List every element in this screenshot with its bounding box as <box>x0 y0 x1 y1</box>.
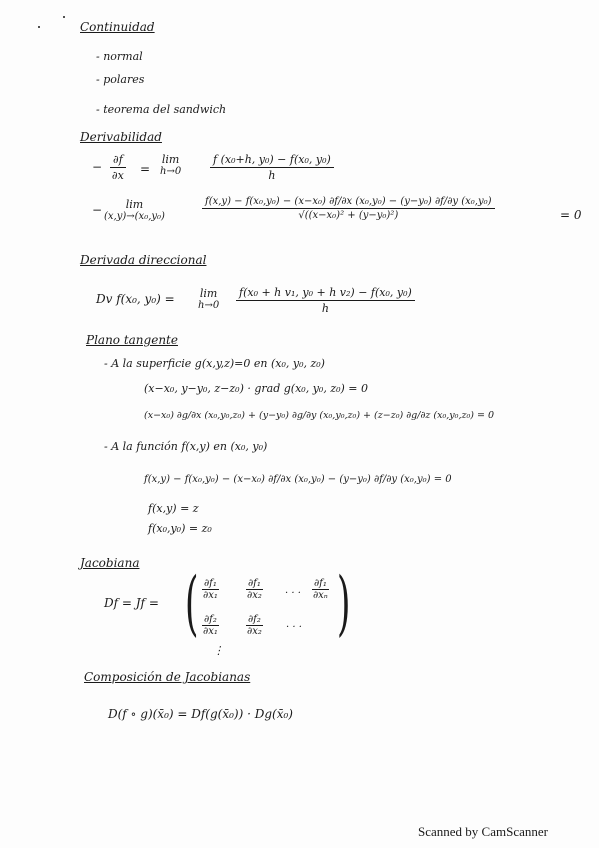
section-title-direccional: Derivada direccional <box>80 253 207 267</box>
function-equals-z: f(x,y) = z <box>148 502 199 515</box>
tangent-plane-function: f(x,y) − f(x₀,y₀) − (x−x₀) ∂f/∂x (x₀,y₀) − (y−y₀) ∂f/∂y (x₀,y₀) = 0 <box>144 474 452 485</box>
list-item: - polares <box>96 73 145 86</box>
matrix-cell: ∂f₁ ∂x₁ <box>203 578 218 601</box>
directional-quotient: $\frac{\text{f(x₀ + h v₁, y₀ + h v₂) − f(x₀, y₀)}}{h}$ <box>236 286 415 315</box>
point-value-z0: f(x₀,y₀) = z₀ <box>148 522 212 535</box>
matrix-cell: ∂f₂ ∂x₂ <box>247 614 262 637</box>
section-title-plano-tangente: Plano tangente <box>86 333 178 347</box>
bullet-dash: − <box>92 203 103 217</box>
section-title-jacobiana: Jacobiana <box>80 556 140 570</box>
limit-operator: lim (x,y)→(x₀,y₀) <box>104 198 165 222</box>
chain-rule-formula: D(f ∘ g)(x̄₀) = Df(g(x̄₀)) · Dg(x̄₀) <box>108 707 293 721</box>
ink-dot <box>63 16 65 18</box>
vertical-ellipsis: ⋮ <box>213 644 224 657</box>
case-surface: - A la superficie g(x,y,z)=0 en (x₀, y₀, z₀) <box>104 357 325 370</box>
matrix-cell: ∂f₂ ∂x₁ <box>203 614 218 637</box>
partial-derivative-lhs: $\frac{\partial f}{\partial x}$ <box>111 153 124 182</box>
tangent-plane-gradient: (x−x₀, y−y₀, z−z₀) · grad g(x₀, y₀, z₀) = 0 <box>144 382 369 395</box>
bullet-dash: − <box>92 160 103 174</box>
directional-lhs: Dv f(x₀, y₀) = <box>96 292 175 306</box>
equals-zero: = 0 <box>560 208 582 222</box>
case-function: - A la función f(x,y) en (x₀, y₀) <box>104 440 268 453</box>
list-item: - normal <box>96 50 143 63</box>
tangent-plane-expanded: (x−x₀) ∂g/∂x (x₀,y₀,z₀) + (y−y₀) ∂g/∂y (x₀,y₀,z₀) + (z−z₀) ∂g/∂z (x₀,y₀,z₀) = 0 <box>144 410 495 421</box>
section-title-derivabilidad: Derivabilidad <box>80 130 162 144</box>
matrix-cell: ∂f₁ ∂xₙ <box>313 578 328 601</box>
matrix-cell: ∂f₁ ∂x₂ <box>247 578 262 601</box>
limit-operator: lim h→0 <box>198 287 220 311</box>
horizontal-ellipsis: · · · <box>286 622 302 633</box>
list-item: - teorema del sandwich <box>96 103 227 116</box>
ink-dot <box>38 26 40 28</box>
equals-sign: = <box>140 162 151 176</box>
matrix-right-bracket: ) <box>336 562 351 644</box>
jacobian-lhs: Df = Jf = <box>104 596 159 610</box>
difference-quotient: $\frac{\text{f (x₀+h, y₀) − f(x₀, y₀)}}{h}$ <box>210 153 334 182</box>
differentiability-quotient: f(x,y) − f(x₀,y₀) − (x−x₀) ∂f/∂x (x₀,y₀) − (y−y₀) ∂f/∂y (x₀,y₀) √((x−x₀)² + (y−y₀)²) <box>202 196 495 221</box>
scanner-watermark: Scanned by CamScanner <box>418 824 548 839</box>
section-title-continuidad: Continuidad <box>80 20 155 34</box>
section-title-composicion: Composición de Jacobianas <box>84 670 251 684</box>
limit-operator: lim h→0 <box>160 153 182 177</box>
matrix-left-bracket: ( <box>184 562 199 644</box>
horizontal-ellipsis: · · · <box>285 588 301 599</box>
